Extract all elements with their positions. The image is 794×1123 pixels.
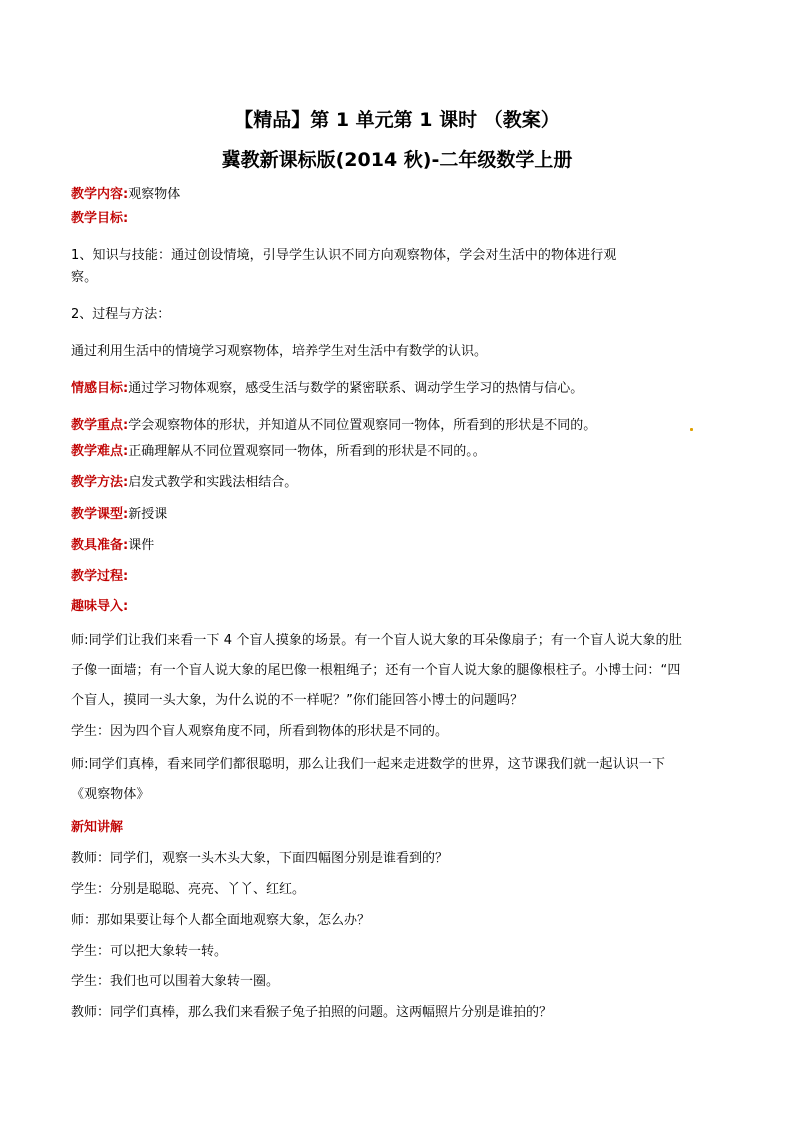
dialogue-line-5: 学生：我们也可以围着大象转一圈。 xyxy=(71,974,280,989)
difficult-point-text: 正确理解从不同位置观察同一物体，所看到的形状是不同的。。 xyxy=(128,444,486,459)
emotion-goal-line xyxy=(71,380,731,398)
student-answer-1: 学生：因为四个盲人观察角度不同，所看到物体的形状是不同的。 xyxy=(71,724,449,739)
difficult-point-line xyxy=(71,443,731,461)
teaching-method-text: 启发式教学和实践法相结合。 xyxy=(128,475,298,490)
teaching-content-text: 观察物体 xyxy=(128,187,181,202)
key-point-line xyxy=(71,417,731,435)
intro-row-1: 师:同学们让我们来看一下 4 个盲人摸象的场景。有一个盲人说大象的耳朵像扇子；有一个盲人说大象的肚 xyxy=(71,633,682,648)
intro-row-2: 子像一面墙；有一个盲人说大象的尾巴像一根粗绳子；还有一个盲人说大象的腿像根柱子。小博士问：“四 xyxy=(71,663,681,678)
knowledge-skills-row-1: 1、知识与技能：通过创设情境，引导学生认识不同方向观察物体，学会对生活中的物体进行观 xyxy=(71,248,617,263)
knowledge-skills-paragraph xyxy=(71,245,731,289)
intro-label: 趣味导入: xyxy=(71,599,129,614)
difficult-point-label: 教学难点: xyxy=(71,444,129,459)
teaching-content-label: 教学内容: xyxy=(71,187,129,202)
dialogue-line-4: 学生：可以把大象转一转。 xyxy=(71,944,228,959)
intro-paragraph xyxy=(71,626,731,716)
teaching-aids-label: 教具准备: xyxy=(71,538,129,553)
teacher-transition-paragraph xyxy=(71,750,731,810)
teaching-aids-text: 课件 xyxy=(128,538,155,553)
stray-mark xyxy=(690,428,693,431)
teaching-process-line xyxy=(71,568,731,586)
lesson-type-line xyxy=(71,506,731,524)
teaching-method-line xyxy=(71,474,731,492)
key-point-label: 教学重点: xyxy=(71,418,129,433)
lesson-type-text: 新授课 xyxy=(128,507,168,522)
teaching-aids-line xyxy=(71,537,731,555)
teaching-content-line xyxy=(71,186,731,204)
key-point-text: 学会观察物体的形状，并知道从不同位置观察同一物体，所看到的形状是不同的。 xyxy=(128,418,597,433)
dialogue-line-6: 教师：同学们真棒，那么我们来看猴子兔子拍照的问题。这两幅照片分别是谁拍的？ xyxy=(71,1005,553,1020)
dialogue-line-1: 教师：同学们，观察一头木头大象，下面四幅图分别是谁看到的？ xyxy=(71,851,449,866)
document-title: 【精品】第 1 单元第 1 课时 （教案） xyxy=(234,109,560,131)
dialogue-line-3: 师：那如果要让每个人都全面地观察大象，怎么办？ xyxy=(71,913,371,928)
document-subtitle: 冀教新课标版(2014 秋)-二年级数学上册 xyxy=(221,149,573,171)
intro-row-3: 个盲人，摸同一头大象，为什么说的不一样呢？”你们能回答小博士的问题吗？ xyxy=(71,693,524,708)
teaching-goals-line xyxy=(71,210,731,228)
intro-line xyxy=(71,598,731,616)
new-knowledge-line xyxy=(71,819,731,837)
teaching-process-label: 教学过程: xyxy=(71,569,129,584)
knowledge-skills-row-2: 察。 xyxy=(71,270,98,285)
emotion-goal-text: 通过学习物体观察，感受生活与数学的紧密联系、调动学生学习的热情与信心。 xyxy=(128,381,584,396)
process-method-heading: 2、过程与方法： xyxy=(71,307,171,322)
new-knowledge-label: 新知讲解 xyxy=(71,820,124,835)
teaching-goals-label: 教学目标: xyxy=(71,211,129,226)
teacher-transition-row-1: 师:同学们真棒，看来同学们都很聪明，那么让我们一起来走进数学的世界，这节课我们就一起认识一下 xyxy=(71,757,665,772)
teacher-transition-row-2: 《观察物体》 xyxy=(71,787,150,802)
lesson-type-label: 教学课型: xyxy=(71,507,129,522)
dialogue-line-2: 学生：分别是聪聪、亮亮、丫丫、红红。 xyxy=(71,882,306,897)
process-method-text: 通过利用生活中的情境学习观察物体，培养学生对生活中有数学的认识。 xyxy=(71,344,488,359)
teaching-method-label: 教学方法: xyxy=(71,475,129,490)
emotion-goal-label: 情感目标: xyxy=(71,381,129,396)
